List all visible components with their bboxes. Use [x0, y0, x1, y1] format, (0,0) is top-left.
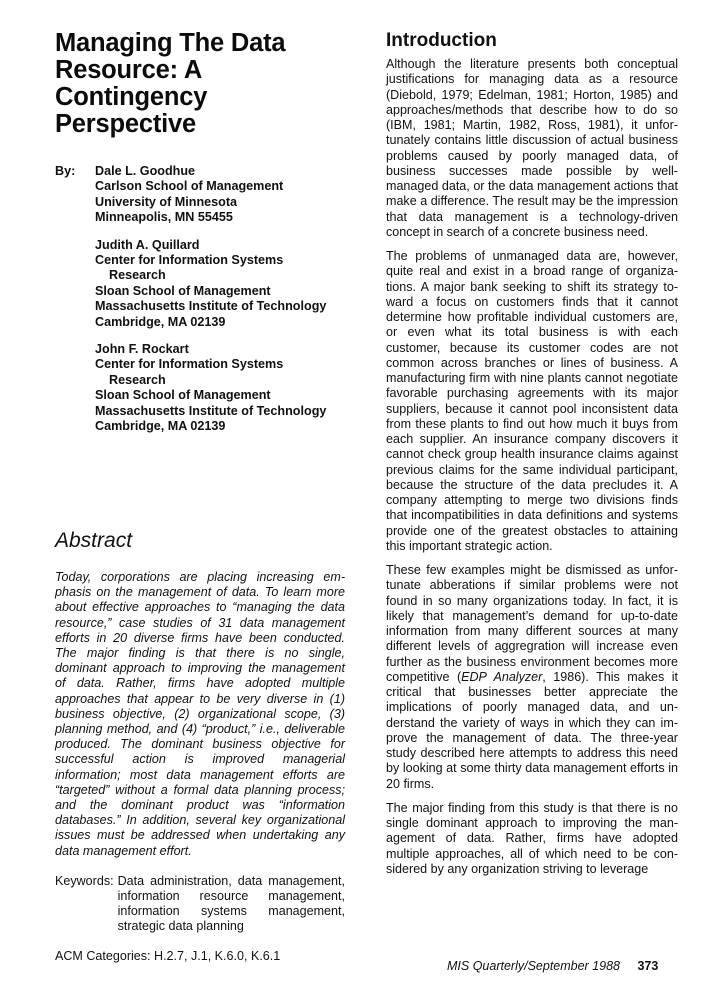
abstract-heading: Abstract [55, 528, 133, 552]
affiliation-line: University of Minnesota [95, 194, 238, 209]
introduction-heading: Introduction [386, 30, 497, 51]
title-line: Managing The Data [55, 29, 286, 57]
article-title [55, 30, 345, 138]
affiliation-line: Center for Information Systems [95, 357, 284, 372]
intro-paragraph-3 [386, 563, 678, 792]
affiliation-line: Research [109, 268, 166, 283]
author-affiliation [95, 342, 345, 434]
author-affiliation [95, 238, 345, 330]
affiliation-line: Carlson School of Management [95, 179, 284, 194]
affiliation-line: Cambridge, MA 02139 [95, 314, 226, 329]
left-column [55, 28, 345, 964]
title-line: Contingency [55, 83, 208, 111]
affiliation-line: Sloan School of Management [95, 388, 271, 403]
keywords-text: Data administration, data management, information resource management, information systems management, strategic data planning [117, 873, 345, 934]
title-line: Perspective [55, 110, 196, 138]
affiliation-line: Massachusetts Institute of Technology [95, 299, 327, 314]
intro-paragraph-1: Although the literature presents both conceptual justifications for managing data as a resource (Diebold, 1979; Edelman, 1981; Horton, 1985) and approaches/methods that describe how to do so (IBM, 1981; Martin, 1982, Ross, 1981), it unfortunately contains little discussion of actual business problems caused by poorly managed data, of business successes made possible by well-managed data, or the data management actions that make a difference. The result may be the impression that data management is a technology-driven concept in search of a concrete business need. [386, 57, 678, 239]
affiliation-line: Research [109, 372, 166, 387]
citation-italic: EDP Analyzer [461, 669, 543, 684]
affiliation-line: Cambridge, MA 02139 [95, 419, 226, 434]
title-line: Resource: A [55, 56, 203, 84]
paragraph-text: , 1986). This makes it critical that businesses better appreciate the implications of poorly managed data, and understand the variety of ways in which they can improve the management of data. The three-year study described here attempts to address this need by looking at some thirty data management efforts in 20 firms. [386, 669, 678, 791]
paragraph-text: These few examples might be dismissed as unfortunate abberations if similar problems were not found in so many organizations today. In fact, it is likely that management’s demand for up-to-date information from many different sources at many different levels of aggregration will increase even further as the business environment becomes more competitive ( [386, 563, 678, 684]
page-number: 373 [637, 959, 659, 973]
affiliation-line: Sloan School of Management [95, 283, 271, 298]
acm-categories: ACM Categories: H.2.7, J.1, K.6.0, K.6.1 [55, 948, 281, 963]
intro-paragraph-4: The major finding from this study is that there is no single dominant approach to improving the management of data. Rather, firms have adopted multiple approaches, all of which need to be considered by any organization striving to leverage [386, 800, 678, 876]
page-footer [447, 959, 658, 973]
author-list [55, 164, 345, 447]
abstract-text: Today, corporations are placing increasing emphasis on the management of data. To learn more about effective approaches to “managing the data resource,” case studies of 31 data management efforts in 20 diverse firms have been conducted. The major finding is that there is no single, dominant approach to improving the management of data. Rather, firms have adopted multiple approaches that appear to be very diverse in (1) business objective, (2) organizational scope, (3) planning method, and (4) “product,” i.e., deliverable produced. The dominant business objective for successful action is improved managerial information; most data management efforts are “targeted” without a formal data planning process; and the dominant product was “information databases.” In addition, several key organizational issues must be addressed when undertaking any data management effort. [55, 569, 345, 858]
author-name: John F. Rockart [95, 342, 189, 357]
keywords [55, 874, 345, 935]
affiliation-line: Center for Information Systems [95, 253, 284, 268]
author-affiliation [95, 164, 345, 226]
affiliation-line: Massachusetts Institute of Technology [95, 403, 327, 418]
keywords-label: Keywords: [55, 873, 114, 888]
intro-paragraph-2: The problems of unmanaged data are, however, quite real and exist in a broad range of organizations. A major bank seeking to shift its strategy toward a focus on customers finds that it cannot determine how profitable individual customers are, or even what its total business is with each customer, because its customer codes are not common across branches or lines of business. A manufacturing firm with nine plants cannot negotiate favorable purchasing agreements with its major suppliers, because it cannot pool inconsistent data from these plants to find out how much it buys from each supplier. An insurance company discovers it cannot check group health insurance claims against previous claims for the same individual participant, because the structure of the data precludes it. A company attempting to merge two divisions finds that incompatibilities in data definitions and systems provide one of the greatest obstacles to attaining this important strategic action. [386, 249, 678, 553]
right-column [386, 30, 678, 877]
journal-name: MIS Quarterly/September 1988 [447, 959, 620, 973]
affiliation-line: Minneapolis, MN 55455 [95, 210, 233, 225]
author-name: Dale L. Goodhue [95, 164, 196, 178]
by-label: By: [55, 164, 76, 178]
author-name: Judith A. Quillard [95, 237, 200, 252]
